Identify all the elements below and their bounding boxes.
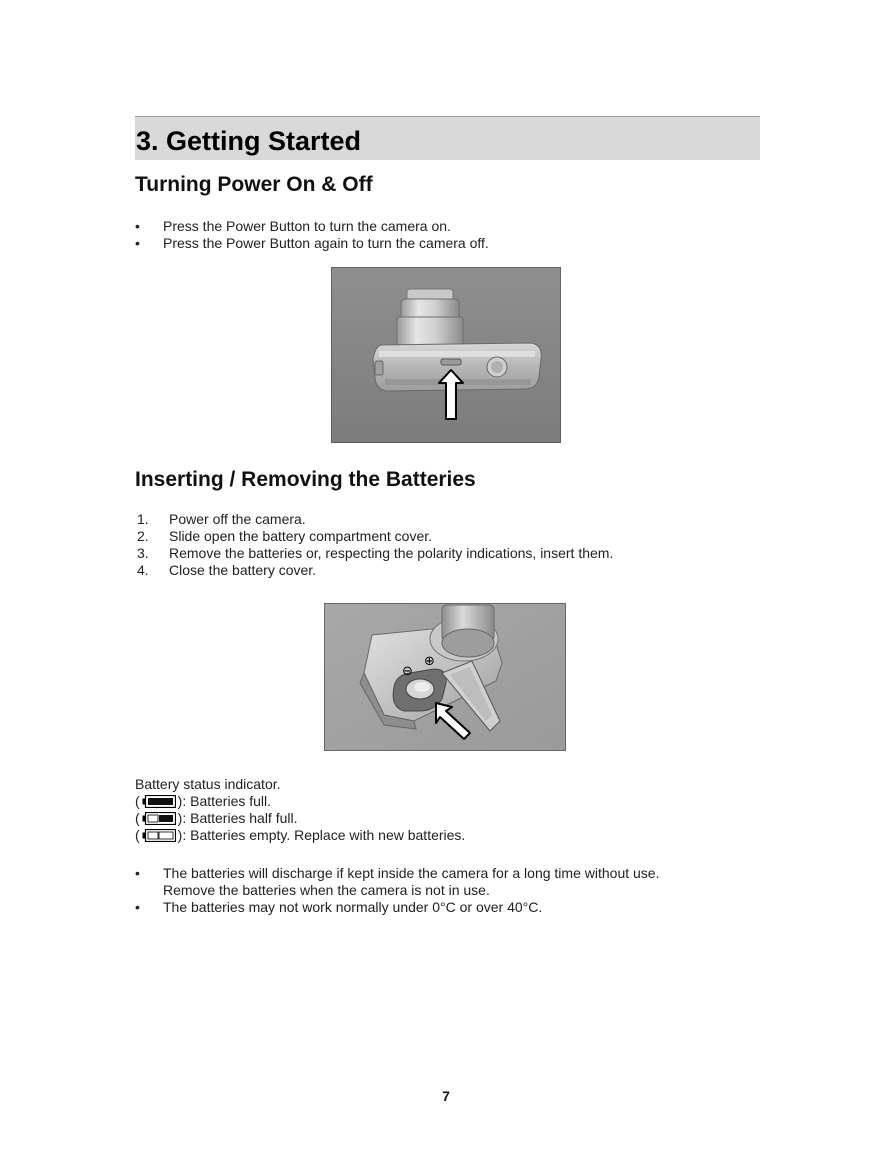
battery-notes-list <box>135 865 715 916</box>
step-text: Slide open the battery compartment cover. <box>169 528 433 544</box>
battery-half-line <box>135 810 465 827</box>
battery-half-text: ): Batteries half full. <box>177 810 298 826</box>
battery-full-line <box>135 793 465 810</box>
list-item: • The batteries will discharge if kept inside the camera for a long time without use. Remove the batteries when the camera is not in use. <box>135 865 715 899</box>
step-text: Power off the camera. <box>169 511 306 527</box>
power-bullet-list <box>135 218 755 252</box>
list-item: • The batteries may not work normally under 0°C or over 40°C. <box>135 899 715 916</box>
step-text: Close the battery cover. <box>169 562 317 578</box>
battery-empty-line <box>135 827 465 844</box>
step-text: Remove the batteries or, respecting the polarity indications, insert them. <box>169 545 614 561</box>
polarity-minus-symbol: ⊖ <box>402 664 413 679</box>
battery-steps-list <box>137 511 757 579</box>
battery-empty-icon <box>142 829 176 842</box>
step-number: 4. <box>137 562 149 578</box>
polarity-plus-symbol: ⊕ <box>424 654 435 669</box>
list-item: • Press the Power Button again to turn the camera off. <box>135 235 755 252</box>
battery-full-text: ): Batteries full. <box>177 793 272 809</box>
power-button-photo <box>331 267 561 443</box>
battery-compartment-photo <box>324 603 566 751</box>
step-number: 1. <box>137 511 149 527</box>
battery-full-icon <box>142 795 176 808</box>
paren-open: ( <box>135 810 140 826</box>
section-title: 3. Getting Started <box>136 126 362 156</box>
battery-status-intro: Battery status indicator. <box>135 776 281 792</box>
list-item <box>137 545 757 562</box>
battery-empty-text: ): Batteries empty. Replace with new batteries. <box>177 827 466 843</box>
list-item <box>137 511 757 528</box>
list-item <box>137 528 757 545</box>
paren-open: ( <box>135 827 140 843</box>
batteries-heading: Inserting / Removing the Batteries <box>135 468 476 491</box>
list-item <box>137 562 757 579</box>
page-number: 7 <box>442 1088 450 1104</box>
battery-half-icon <box>142 812 176 825</box>
step-number: 2. <box>137 528 149 544</box>
list-item: • Press the Power Button to turn the camera on. <box>135 218 755 235</box>
power-heading: Turning Power On & Off <box>135 173 373 196</box>
battery-status-block <box>135 776 465 844</box>
step-number: 3. <box>137 545 149 561</box>
paren-open: ( <box>135 793 140 809</box>
